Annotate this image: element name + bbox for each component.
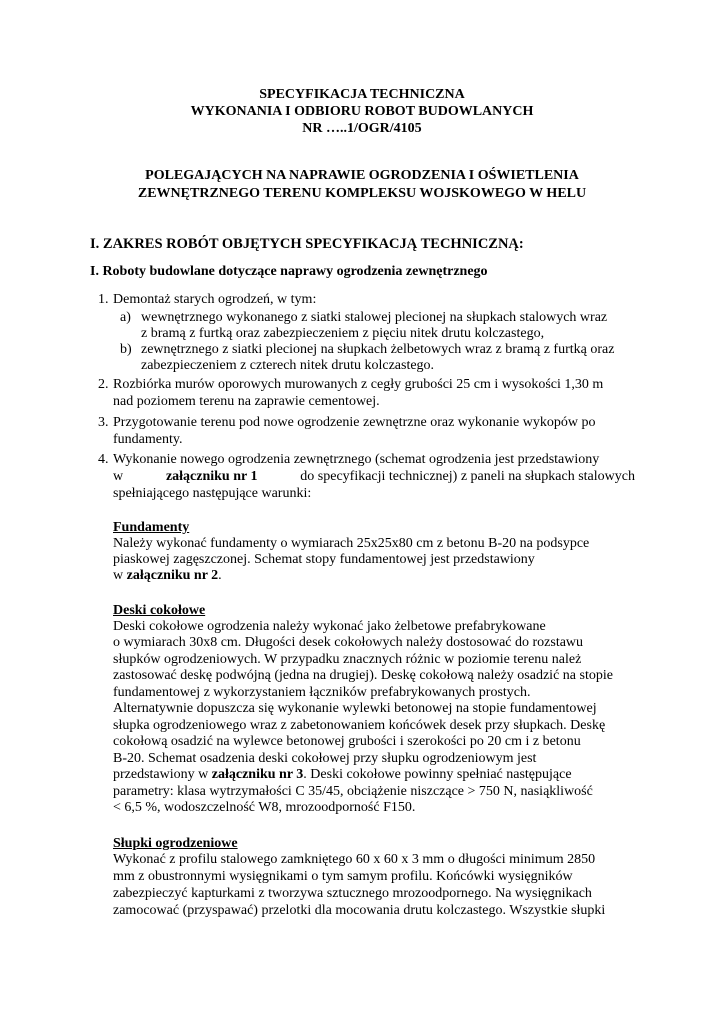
slupki-line1: Wykonać z profilu stalowego zamkniętego 60 x 60 x 3 mm o długości minimum 2850 bbox=[113, 852, 596, 867]
item1b-label: b) bbox=[120, 342, 132, 357]
doc-title-line2: WYKONANIA I ODBIORU ROBOT BUDOWLANYCH bbox=[190, 104, 534, 119]
item1a-line2: z bramą z furtką oraz zabezpieczeniem z pięciu nitek drutu kolczastego, bbox=[141, 326, 545, 341]
section-heading: I. ZAKRES ROBÓT OBJĘTYCH SPECYFIKACJĄ TECHNICZNĄ: bbox=[90, 236, 524, 252]
item3-line1: Przygotowanie terenu pod nowe ogrodzenie zewnętrzne oraz wykonanie wykopów po bbox=[113, 415, 596, 430]
item4-line3: spełniającego następujące warunki: bbox=[113, 486, 312, 501]
item4-line2-post: do specyfikacji technicznej) z paneli na słupkach stalowych bbox=[300, 469, 635, 484]
fundamenty-heading: Fundamenty bbox=[113, 520, 190, 535]
item3-line2: fundamenty. bbox=[113, 432, 183, 447]
item1b-line1: zewnętrznego z siatki plecionej na słupkach żelbetowych wraz z bramą z furtką oraz bbox=[141, 342, 615, 357]
item1-text: Demontaż starych ogrodzeń, w tym: bbox=[113, 292, 317, 307]
fundamenty-line1: Należy wykonać fundamenty o wymiarach 25x25x80 cm z betonu B-20 na podsypce bbox=[113, 536, 590, 551]
deski-line8: cokołową osadzić na wylewce betonowej grubości i szerokości po 20 cm i z betonu bbox=[113, 734, 581, 749]
deski-line2: o wymiarach 30x8 cm. Długości desek cokołowych należy dostosować do rozstawu bbox=[113, 635, 584, 650]
item1-number: 1. bbox=[98, 292, 109, 307]
item4-line2-pre: w bbox=[113, 469, 124, 484]
doc-title-line3: NR …..1/OGR/4105 bbox=[302, 121, 422, 136]
deski-line6: Alternatywnie dopuszcza się wykonanie wylewki betonowej na stopie fundamentowej bbox=[113, 701, 597, 716]
attachment-3-ref: załączniku nr 3 bbox=[211, 767, 304, 782]
deski-line9: B-20. Schemat osadzenia deski cokołowej przy słupku ogrodzeniowym jest bbox=[113, 751, 537, 766]
fundamenty-line2-text: piaskowej zagęszczonej. Schemat stopy fundamentowej jest przedstawiony bbox=[113, 552, 535, 567]
item4-line1-text: Wykonanie nowego ogrodzenia zewnętrznego (schemat ogrodzenia jest przedstawiony bbox=[113, 452, 600, 467]
slupki-line4: zamocować (przyspawać) przelotki dla mocowania drutu kolczastego. Wszystkie słupki bbox=[113, 903, 606, 918]
slupki-line3: zabezpieczyć kapturkami z tworzywa sztucznego mrozoodpornego. Na wysięgnikach bbox=[113, 886, 592, 901]
deski-heading: Deski cokołowe bbox=[113, 603, 206, 618]
deski-line11: parametry: klasa wytrzymałości C 35/45, obciążenie niszczące > 750 N, nasiąkliwość bbox=[113, 784, 593, 799]
slupki-heading: Słupki ogrodzeniowe bbox=[113, 836, 238, 851]
deski-line4: zastosować deskę podwójną (jedna na drugiej). Deskę cokołową należy osadzić na stopie bbox=[113, 668, 613, 683]
deski-line3: słupków ogrodzeniowych. W przypadku znacznych różnic w poziomie terenu należ bbox=[113, 652, 582, 667]
doc-subtitle-line1: POLEGAJĄCYCH NA NAPRAWIE OGRODZENIA I OŚWIETLENIA bbox=[145, 168, 579, 183]
item4-number: 4. bbox=[98, 452, 109, 467]
deski-line5: fundamentowej z wykorzystaniem łączników prefabrykowanych prostych. bbox=[113, 685, 531, 700]
section-subheading: I. Roboty budowlane dotyczące naprawy ogrodzenia zewnętrznego bbox=[90, 264, 488, 279]
doc-subtitle-line2: ZEWNĘTRZNEGO TERENU KOMPLEKSU WOJSKOWEGO W HELU bbox=[137, 186, 587, 201]
doc-title-line1: SPECYFIKACJA TECHNICZNA bbox=[259, 87, 465, 102]
fundamenty-line3 bbox=[113, 568, 222, 584]
fundamenty-line2 bbox=[113, 552, 635, 568]
item2-line2: nad poziomem terenu na zaprawie cementowej. bbox=[113, 394, 380, 409]
deski-line7: słupka ogrodzeniowego wraz z zabetonowaniem końcówek desek przy słupkach. Deskę bbox=[113, 718, 606, 733]
item4-line2 bbox=[113, 469, 635, 485]
fundamenty-line3-pre: w bbox=[113, 568, 124, 583]
item3-number: 3. bbox=[98, 415, 109, 430]
item1a-label: a) bbox=[120, 310, 131, 325]
item1b-line2: zabezpieczeniem z czterech nitek drutu kolczastego. bbox=[141, 358, 435, 373]
attachment-1-ref: załączniku nr 1 bbox=[165, 469, 258, 484]
item2-number: 2. bbox=[98, 377, 109, 392]
deski-line1: Deski cokołowe ogrodzenia należy wykonać jako żelbetowe prefabrykowane bbox=[113, 619, 546, 634]
item2-line1: Rozbiórka murów oporowych murowanych z cegły grubości 25 cm i wysokości 1,30 m bbox=[113, 377, 604, 392]
deski-line12: < 6,5 %, wodoszczelność W8, mrozoodporność F150. bbox=[113, 800, 416, 815]
deski-line10-pre: przedstawiony w bbox=[113, 767, 209, 782]
slupki-line2: mm z obustronnymi wysięgnikami o tym samym profilu. Końcówki wysięgników bbox=[113, 869, 573, 884]
deski-line10 bbox=[113, 767, 572, 783]
item1a-line1: wewnętrznego wykonanego z siatki stalowej plecionej na słupkach stalowych wraz bbox=[141, 310, 608, 325]
deski-line10-post: . Deski cokołowe powinny spełniać następujące bbox=[303, 767, 572, 782]
fundamenty-line3-post: . bbox=[218, 568, 222, 583]
item4-line1 bbox=[113, 452, 635, 468]
attachment-2-ref: załączniku nr 2 bbox=[126, 568, 219, 583]
